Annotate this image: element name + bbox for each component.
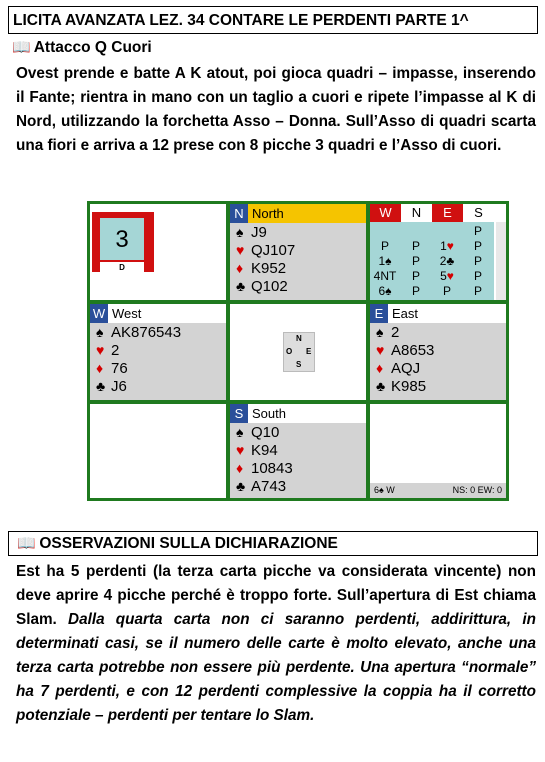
south-name: South	[252, 406, 286, 421]
north-clubs: ♣ Q102	[236, 278, 288, 295]
score-label: NS: 0 EW: 0	[452, 485, 502, 495]
south-spades: ♠ Q10	[236, 424, 280, 441]
observations-paragraph	[16, 560, 536, 728]
contract-label: 6♠ W	[374, 485, 395, 495]
spade-icon: ♠	[96, 324, 104, 340]
bid-cell: P	[411, 254, 420, 268]
bid-cell: P	[411, 269, 420, 283]
lead-line	[12, 38, 152, 57]
bidding-grid	[370, 222, 494, 300]
result-cell	[370, 404, 506, 498]
east-hearts: ♥ A8653	[376, 342, 435, 359]
bid-header-w: W	[370, 204, 401, 222]
result-footer	[370, 483, 506, 498]
table-center	[230, 304, 366, 400]
east-seat-tag: E	[370, 304, 388, 323]
bid-cell: P	[411, 239, 420, 253]
south-hand	[230, 404, 366, 498]
heart-icon: ♥	[376, 342, 385, 358]
west-clubs: ♣ J6	[96, 378, 127, 395]
east-name: East	[392, 306, 419, 321]
heart-icon: ♥	[236, 242, 245, 258]
heart-icon: ♥	[96, 342, 105, 358]
play-text: Ovest prende e batte A K atout, poi gioca quadri – impasse, inserendo il Fante; rientra in mano con un taglio a cuori e ripete l’impasse al K di Nord, utilizzando la forchetta Asso – Donna. Sull’Asso di quadri scarta una fiori e arriva a 12 prese con 8 picche 3 quadri e l’Asso di cuori.	[16, 65, 536, 154]
bid-cell: 5♥	[440, 269, 454, 283]
bid-cell: P	[411, 284, 420, 298]
west-hand	[90, 304, 226, 400]
bid-cell: P	[473, 269, 482, 283]
north-header	[230, 204, 366, 223]
observations-italic: Dalla quarta carta non ci saranno perdenti, addirittura, in determinati casi, se il numero delle carte è molto elevato, anche una terza carta potrebbe non essere più perdente. Una apertura “normale” ha 7 perdenti, e con 12 perdenti complessive la coppia ha il corretto potenziale – perdenti per tentare lo Slam.	[16, 611, 536, 724]
lead-text: Attacco Q Cuori	[33, 39, 152, 56]
heart-icon: ♥	[236, 442, 245, 458]
observations-title: OSSERVAZIONI SULLA DICHIARAZIONE	[39, 535, 338, 552]
bid-header-s: S	[463, 204, 494, 222]
bid-header-n: N	[401, 204, 432, 222]
compass-icon: N O E S	[283, 332, 315, 372]
book-icon: 📖	[17, 535, 36, 552]
south-hearts: ♥ K94	[236, 442, 278, 459]
spade-icon: ♠	[236, 224, 244, 240]
east-hand	[370, 304, 506, 400]
bid-cell: 6♠	[378, 284, 392, 298]
bid-cell: P	[442, 284, 451, 298]
diamond-icon: ♦	[236, 260, 244, 276]
south-clubs: ♣ A743	[236, 478, 287, 495]
dealer-label: D	[100, 262, 144, 274]
bid-cell: P	[473, 239, 482, 253]
bid-cell: 1♠	[378, 254, 392, 268]
west-header	[90, 304, 226, 323]
south-header	[230, 404, 366, 423]
club-icon: ♣	[236, 278, 246, 294]
west-seat-tag: W	[90, 304, 108, 323]
east-spades: ♠ 2	[376, 324, 400, 341]
bid-cell: P	[473, 224, 482, 238]
north-name: North	[252, 206, 284, 221]
north-diamonds: ♦ K952	[236, 260, 287, 277]
bid-cell: 2♣	[439, 254, 455, 268]
bidding-scrollbar[interactable]	[496, 222, 506, 300]
south-diamonds: ♦ 10843	[236, 460, 293, 477]
bid-cell: P	[380, 239, 389, 253]
board-number-cell	[90, 204, 226, 300]
bidding-header	[370, 204, 494, 222]
spade-icon: ♠	[236, 424, 244, 440]
diamond-icon: ♦	[236, 460, 244, 476]
north-hand	[230, 204, 366, 300]
page-title: LICITA AVANZATA LEZ. 34 CONTARE LE PERDENTI PARTE 1^	[8, 6, 538, 34]
bid-cell: P	[473, 254, 482, 268]
observations-normal: Est ha 5 perdenti (la terza carta picche va considerata vincente) non deve aprire 4 picche perché è troppo forte. Sull’apertura di Est chiama Slam.	[16, 563, 536, 628]
bid-cell: 4NT	[373, 269, 397, 283]
west-name: West	[112, 306, 142, 321]
board-number: 3	[100, 218, 144, 260]
east-header	[370, 304, 506, 323]
bid-cell: P	[473, 284, 482, 298]
west-diamonds: ♦ 76	[96, 360, 128, 377]
east-diamonds: ♦ AQJ	[376, 360, 421, 377]
spade-icon: ♠	[376, 324, 384, 340]
bridge-board	[87, 201, 509, 501]
west-hearts: ♥ 2	[96, 342, 120, 359]
north-seat-tag: N	[230, 204, 248, 223]
bidding-box	[370, 204, 506, 300]
diamond-icon: ♦	[96, 360, 104, 376]
bid-header-e: E	[432, 204, 463, 222]
north-hearts: ♥ QJ107	[236, 242, 296, 259]
empty-cell	[90, 404, 226, 498]
observations-header	[8, 531, 538, 556]
north-spades: ♠ J9	[236, 224, 267, 241]
book-icon: 📖	[12, 39, 31, 56]
west-spades: ♠ AK876543	[96, 324, 182, 341]
club-icon: ♣	[376, 378, 386, 394]
south-seat-tag: S	[230, 404, 248, 423]
diamond-icon: ♦	[376, 360, 384, 376]
club-icon: ♣	[96, 378, 106, 394]
east-clubs: ♣ K985	[376, 378, 427, 395]
bid-cell: 1♥	[440, 239, 454, 253]
club-icon: ♣	[236, 478, 246, 494]
play-paragraph	[16, 62, 536, 158]
